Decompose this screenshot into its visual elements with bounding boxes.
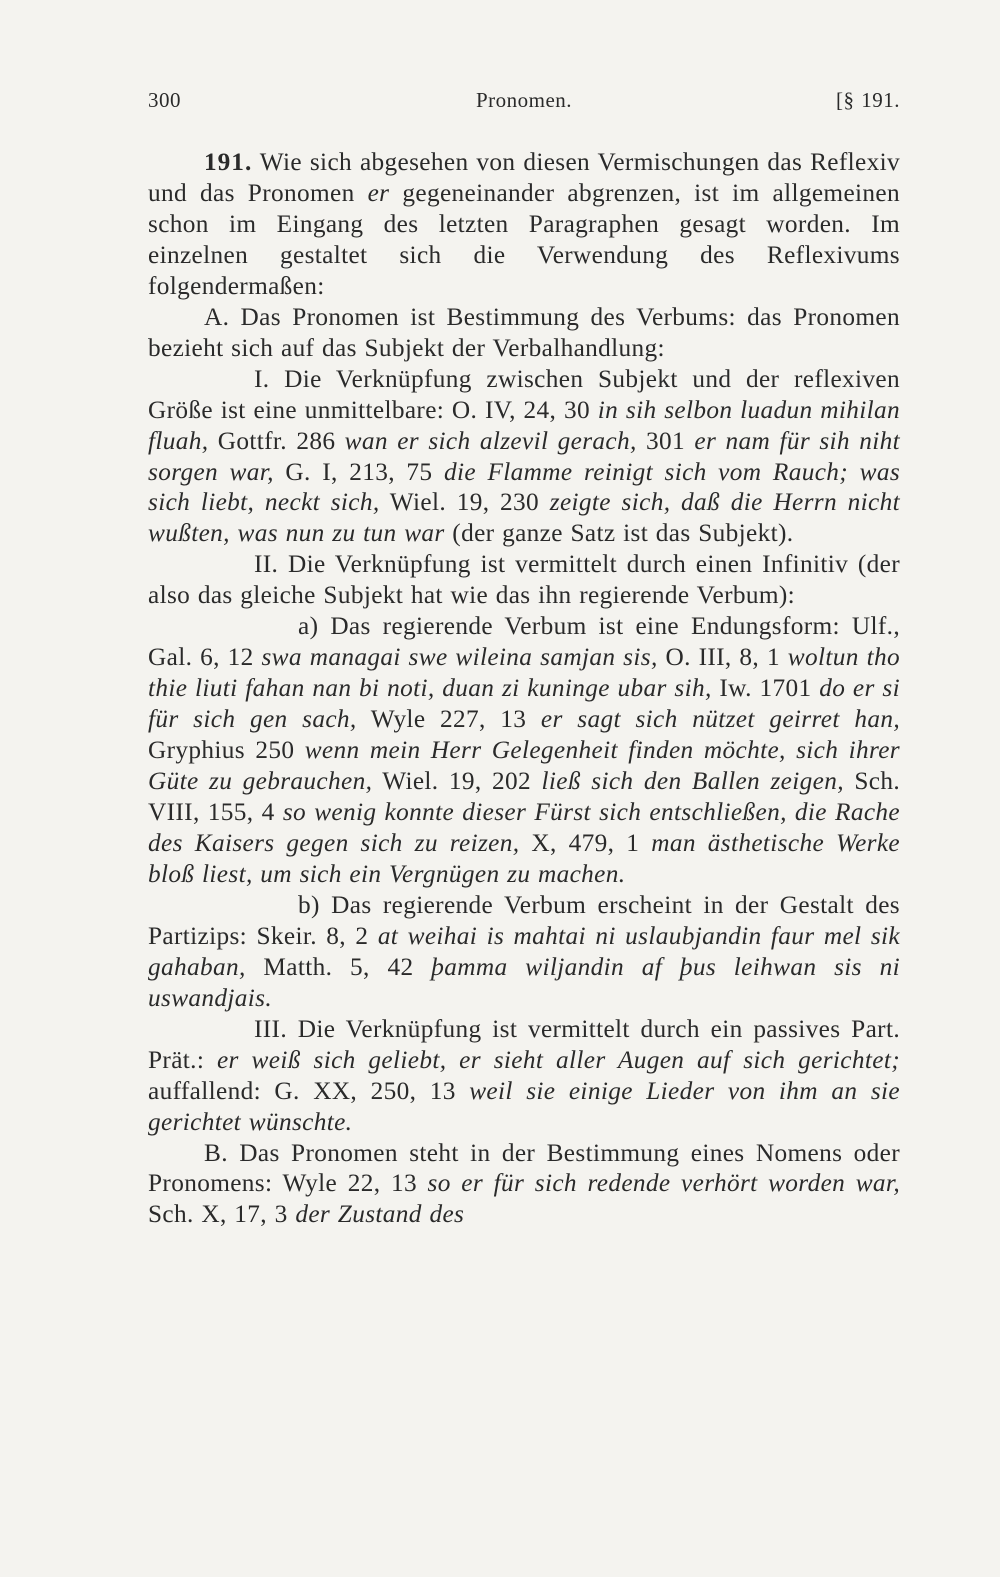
italic-quotation: man ästhetische Werke bloß liest, um sich ein Vergnügen zu machen. <box>148 828 900 888</box>
running-title: Pronomen. <box>475 88 573 112</box>
italic-quotation: so er für sich redende verhört worden war, <box>427 1169 900 1198</box>
text-run: Gottfr. 286 <box>208 426 345 455</box>
section-reference: [§ 191. <box>836 88 900 112</box>
page-number: 300 <box>148 88 181 112</box>
paragraph-a-ii-a <box>148 611 900 890</box>
text-block <box>148 86 900 1230</box>
italic-quotation: zeigte sich, daß die Herrn nicht wußten, was nun zu tun war <box>148 488 900 548</box>
paragraph-a-iii <box>148 1014 900 1138</box>
text-run: Sch. VIII, 155, 4 <box>148 767 901 827</box>
italic-quotation: swa managai swe wileina samjan sis, <box>261 643 658 672</box>
text-run: Matth. 5, 42 <box>245 952 432 981</box>
section-number: 191. <box>204 148 253 176</box>
italic-quotation: þamma wiljandin af þus leihwan sis ni uswandjais. <box>148 952 901 1012</box>
italic-quotation: er <box>367 178 390 207</box>
text-run: Wyle 227, 13 <box>356 705 541 734</box>
text-run: X, 479, 1 <box>519 828 652 857</box>
italic-quotation: in sih selbon luadun mihilan fluah, <box>148 395 900 455</box>
italic-quotation: weil sie einige Lieder von ihm an sie gerichtet wünschte. <box>148 1076 901 1136</box>
text-run: b) Das regierende Verbum erscheint in der Gestalt des Partizips: Skeir. 8, 2 <box>148 890 900 950</box>
text-run: Iw. 1701 <box>711 674 820 703</box>
italic-quotation: wan er sich alzevil gerach, <box>344 426 637 455</box>
italic-quotation: do er si für sich gen sach, <box>148 674 900 734</box>
italic-quotation: er sagt sich nützet geirret han, <box>540 705 900 734</box>
paragraph-a <box>148 302 900 364</box>
paragraph-intro <box>148 147 900 302</box>
paragraph-a-ii <box>148 549 900 611</box>
text-run: Sch. X, 17, 3 <box>148 1200 296 1229</box>
text-run: III. Die Verknüpfung ist vermittelt durch ein passives Part. Prät.: <box>148 1014 900 1074</box>
text-run: Wiel. 19, 230 <box>379 488 550 517</box>
paragraph-b <box>148 1138 900 1231</box>
text-run: Wiel. 19, 202 <box>372 767 542 796</box>
text-run: a) Das regierende Verbum ist eine Endungsform: Ulf., Gal. 6, 12 <box>148 612 900 672</box>
text-run: II. Die Verknüpfung ist vermittelt durch einen Infinitiv (der also das gleiche Subjekt hat wie das ihn regierende Verbum): <box>148 550 900 610</box>
text-run: Wie sich abgesehen von diesen Vermischungen das Reflexiv und das Pronomen <box>148 148 900 207</box>
italic-quotation: die Flamme reinigt sich vom Rauch; was sich liebt, neckt sich, <box>148 457 901 517</box>
italic-quotation: so wenig konnte dieser Fürst sich entschließen, die Rache des Kaisers gegen sich zu reizen, <box>148 798 901 857</box>
running-head <box>148 86 900 116</box>
italic-quotation: wenn mein Herr Gelegenheit finden möchte, sich ihrer Güte zu gebrauchen, <box>148 736 900 796</box>
text-run: O. III, 8, 1 <box>657 643 788 672</box>
paragraph-a-i <box>148 364 900 550</box>
text-run: B. Das Pronomen steht in der Bestimmung eines Nomens oder Pronomens: Wyle 22, 13 <box>148 1138 900 1198</box>
text-run: auffallend: G. XX, 250, 13 <box>148 1076 470 1105</box>
text-run: gegeneinander abgrenzen, ist im allgemeinen schon im Eingang des letzten Paragraphen gesagt worden. Im einzelnen gestaltet sich die Verwendung des Reflexivums folgendermaßen: <box>148 178 900 300</box>
text-run: 301 <box>636 426 695 455</box>
italic-quotation: er nam für sih niht sorgen war, <box>148 426 901 486</box>
text-run: I. Die Verknüpfung zwischen Subjekt und der reflexiven Größe ist eine unmittelbare: O. IV, 24, 30 <box>148 364 900 424</box>
italic-quotation: er weiß sich geliebt, er sieht aller Augen auf sich gerichtet; <box>216 1045 900 1074</box>
italic-quotation: ließ sich den Ballen zeigen, <box>541 767 844 796</box>
italic-quotation: at weihai is mahtai ni uslaubjandin faur mel sik gahaban, <box>148 921 900 981</box>
italic-quotation: woltun tho thie liuti fahan nan bi noti, duan zi kuninge ubar sih, <box>148 643 900 703</box>
italic-quotation: der Zustand des <box>295 1200 465 1229</box>
text-run: G. I, 213, 75 <box>273 457 444 486</box>
text-run: (der ganze Satz ist das Subjekt). <box>444 519 794 548</box>
text-run: Gryphius 250 <box>148 736 305 765</box>
text-run: A. Das Pronomen ist Bestimmung des Verbums: das Pronomen bezieht sich auf das Subjekt der Verbalhandlung: <box>148 302 900 362</box>
paragraph-a-ii-b <box>148 890 900 1014</box>
